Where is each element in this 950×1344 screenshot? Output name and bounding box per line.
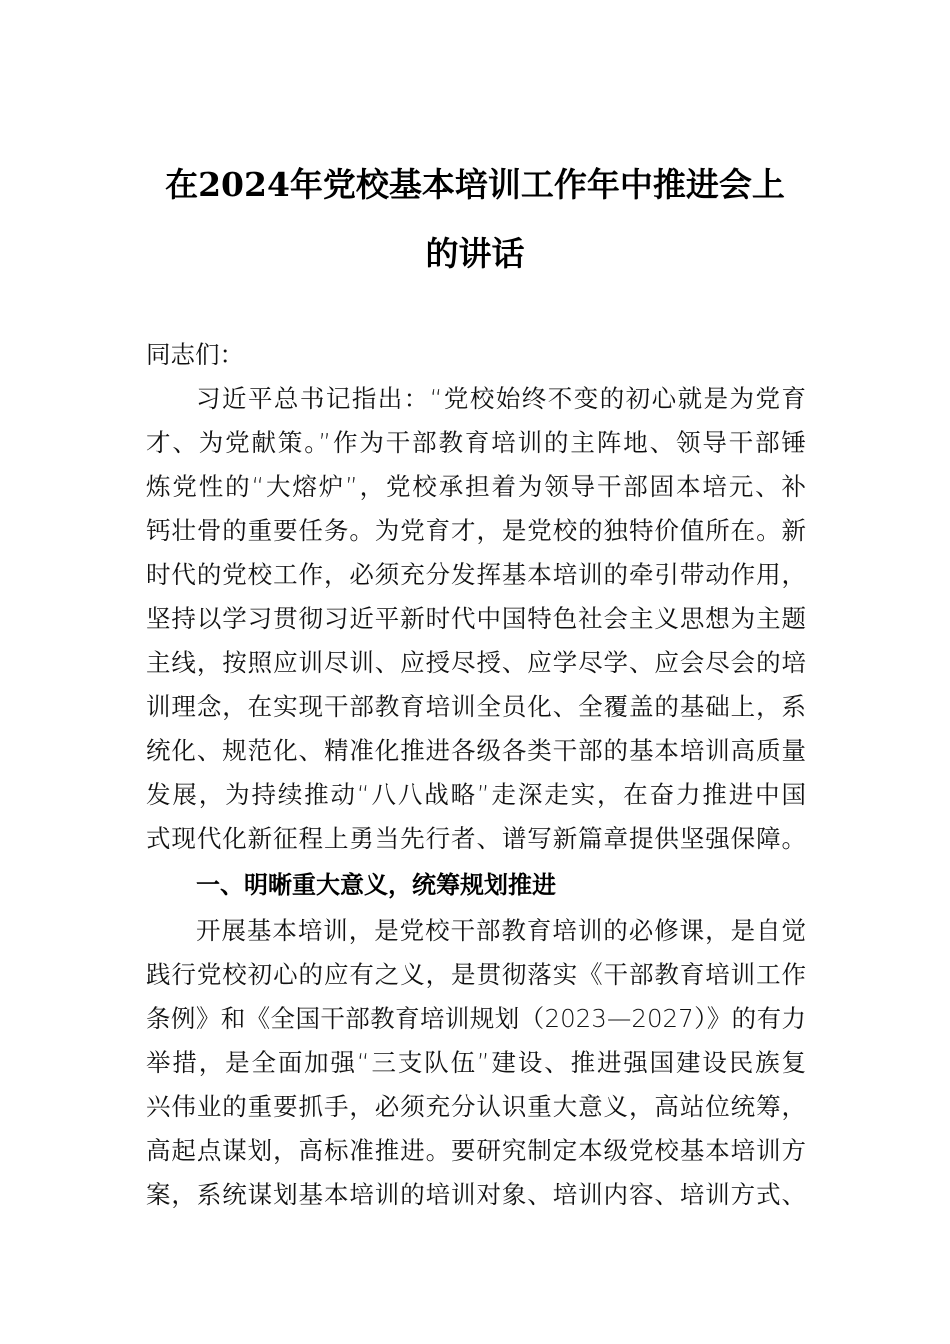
paragraph-1-line: 主线，按照应训尽训、应授尽授、应学尽学、应会尽会的培 <box>146 648 806 677</box>
paragraph-1-line: 炼党性的“大熔炉”，党校承担着为领导干部固本培元、补 <box>146 472 806 501</box>
paragraph-2-line: 举措，是全面加强“三支队伍”建设、推进强国建设民族复 <box>146 1048 806 1077</box>
paragraph-1-line: 统化、规范化、精准化推进各级各类干部的基本培训高质量 <box>146 736 806 765</box>
paragraph-1-line: 才、为党献策。”作为干部教育培训的主阵地、领导干部锤 <box>146 428 806 457</box>
paragraph-2-line: 条例》和《全国干部教育培训规划（2023—2027）》的有力 <box>146 1004 806 1033</box>
paragraph-1-line: 习近平总书记指出：“党校始终不变的初心就是为党育 <box>196 384 806 413</box>
paragraph-1-line: 训理念，在实现干部教育培训全员化、全覆盖的基础上，系 <box>146 692 806 721</box>
paragraph-1-line: 时代的党校工作，必须充分发挥基本培训的牵引带动作用， <box>146 560 806 589</box>
paragraph-2-line: 案，系统谋划基本培训的培训对象、培训内容、培训方式、 <box>146 1180 806 1209</box>
paragraph-2-line: 兴伟业的重要抓手，必须充分认识重大意义，高站位统筹， <box>146 1092 806 1121</box>
paragraph-2-line: 开展基本培训，是党校干部教育培训的必修课，是自觉 <box>196 916 806 945</box>
paragraph-1-line: 坚持以学习贯彻习近平新时代中国特色社会主义思想为主题 <box>146 604 806 633</box>
paragraph-2-line: 高起点谋划，高标准推进。要研究制定本级党校基本培训方 <box>146 1136 806 1165</box>
paragraph-1-line: 式现代化新征程上勇当先行者、谱写新篇章提供坚强保障。 <box>146 824 806 853</box>
paragraph-1-line: 发展，为持续推动“八八战略”走深走实，在奋力推进中国 <box>146 780 806 809</box>
paragraph-1-line: 钙壮骨的重要任务。为党育才，是党校的独特价值所在。新 <box>146 516 806 545</box>
section-1-heading: 一、明晰重大意义，统筹规划推进 <box>196 871 556 899</box>
document-title-line-1: 在2024年党校基本培训工作年中推进会上 <box>165 165 785 204</box>
paragraph-2-line: 践行党校初心的应有之义，是贯彻落实《干部教育培训工作 <box>146 960 806 989</box>
document-title-line-2: 的讲话 <box>425 234 525 273</box>
salutation: 同志们： <box>146 340 244 369</box>
